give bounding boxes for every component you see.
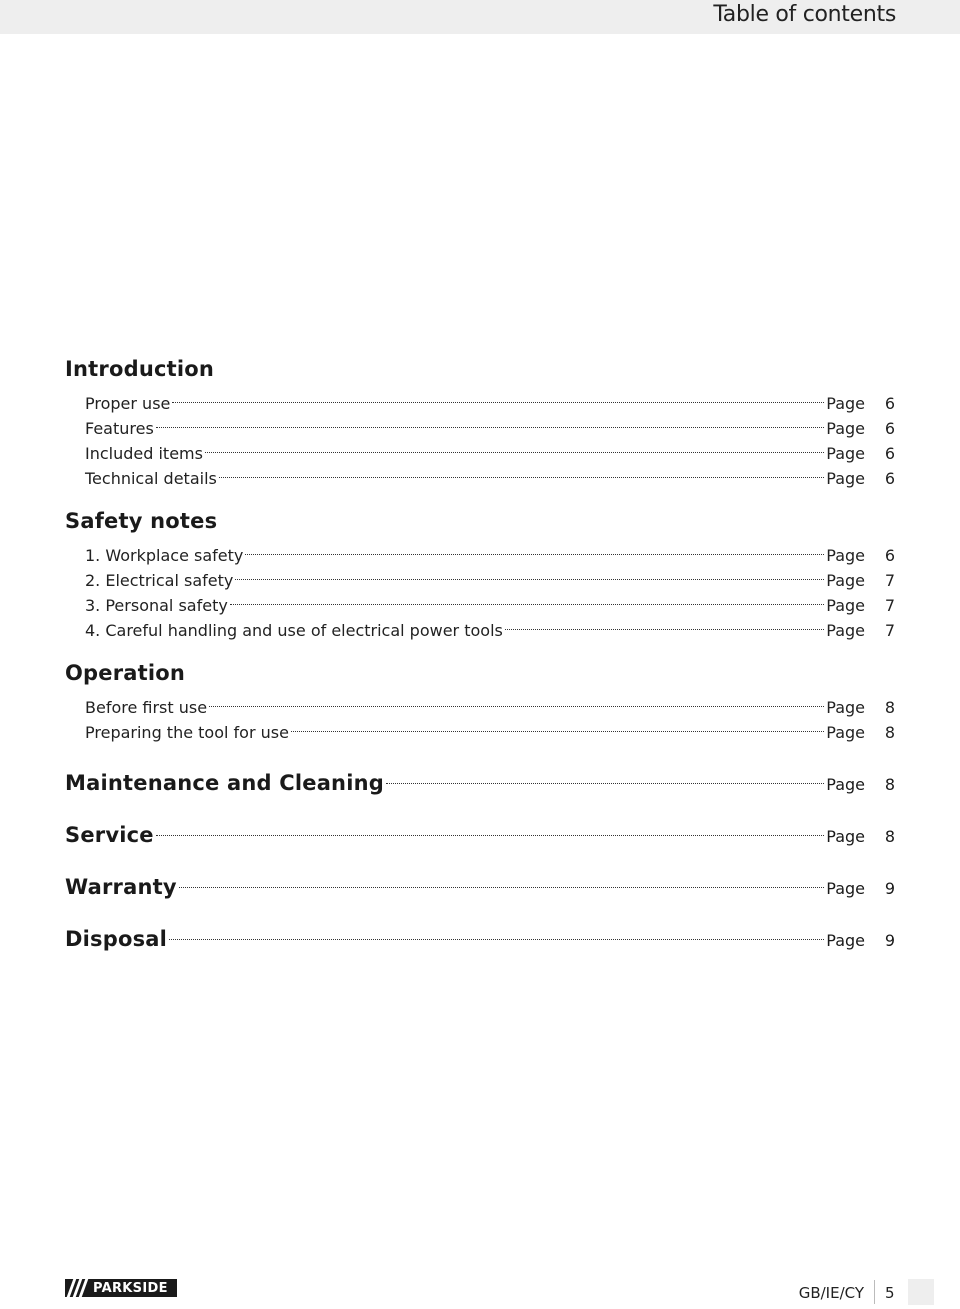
toc-entry-label: Proper use — [85, 394, 171, 413]
dot-leader — [505, 611, 824, 636]
toc-entry-page: 6 — [884, 394, 895, 413]
toc-entry-label: Before first use — [85, 698, 208, 717]
dot-leader — [230, 586, 824, 611]
toc-section-introduction — [65, 354, 895, 488]
toc-section-operation — [65, 658, 895, 742]
toc-entry[interactable] — [65, 536, 895, 565]
page-word: Page — [826, 596, 865, 615]
toc-heading-disposal[interactable] — [65, 916, 895, 951]
toc-entry-page: 7 — [884, 621, 895, 640]
page-word: Page — [826, 394, 865, 413]
region-code: GB/IE/CY — [798, 1284, 864, 1302]
toc-entry-page: 8 — [884, 827, 895, 846]
toc-entry-label: 2. Electrical safety — [85, 571, 234, 590]
dot-leader — [156, 812, 825, 842]
toc-section-title: Service — [65, 823, 154, 847]
toc-entry-label: 3. Personal safety — [85, 596, 228, 615]
page-word: Page — [826, 698, 865, 717]
toc-heading-warranty[interactable] — [65, 864, 895, 899]
toc-entry-page: 6 — [884, 469, 895, 488]
toc-entry[interactable] — [65, 409, 895, 438]
toc-entry[interactable] — [65, 688, 895, 717]
toc-section-title: Warranty — [65, 875, 177, 899]
page-word: Page — [826, 827, 865, 846]
dot-leader — [245, 536, 824, 561]
logo-slashes-icon — [65, 1279, 91, 1297]
toc-entry-page: 8 — [884, 698, 895, 717]
toc-section-title: Introduction — [65, 357, 215, 381]
dot-leader — [205, 434, 824, 459]
page-word: Page — [826, 444, 865, 463]
toc-entry-page: 7 — [884, 571, 895, 590]
header-bar — [0, 0, 960, 34]
footer-divider — [874, 1280, 875, 1304]
page-word: Page — [826, 546, 865, 565]
dot-leader — [291, 713, 824, 738]
toc-entry-label: 4. Careful handling and use of electrical power tools — [85, 621, 503, 640]
toc-entry-page: 6 — [884, 419, 895, 438]
brand-logo — [65, 1279, 177, 1297]
toc-entry[interactable] — [65, 434, 895, 463]
brand-name: PARKSIDE — [93, 1280, 168, 1296]
dot-leader — [386, 760, 824, 790]
page-word: Page — [826, 879, 865, 898]
page-word: Page — [826, 775, 865, 794]
toc-entry-page: 6 — [884, 546, 895, 565]
footer-marker — [908, 1279, 934, 1305]
toc-entry-page: 6 — [884, 444, 895, 463]
dot-leader — [169, 916, 824, 946]
toc-section-title: Disposal — [65, 927, 168, 951]
toc-entry-label: Technical details — [85, 469, 217, 488]
dot-leader — [156, 409, 824, 434]
toc-entry-label: 1. Workplace safety — [85, 546, 244, 565]
toc-entry-page: 8 — [884, 775, 895, 794]
toc-entry-label: Preparing the tool for use — [85, 723, 289, 742]
toc-entry-page: 8 — [884, 723, 895, 742]
page-word: Page — [826, 419, 865, 438]
dot-leader — [235, 561, 824, 586]
toc-section-title: Operation — [65, 661, 186, 685]
page-word: Page — [826, 469, 865, 488]
toc-section-safety — [65, 506, 895, 640]
toc-entry-page: 7 — [884, 596, 895, 615]
table-of-contents — [65, 354, 895, 951]
toc-section-title: Maintenance and Cleaning — [65, 771, 384, 795]
toc-entry-label: Features — [85, 419, 154, 438]
dot-leader — [219, 459, 824, 484]
page-word: Page — [826, 621, 865, 640]
toc-heading-service[interactable] — [65, 812, 895, 847]
page-word: Page — [826, 723, 865, 742]
page-word: Page — [826, 931, 865, 950]
toc-entry-page: 9 — [884, 879, 895, 898]
dot-leader — [179, 864, 825, 894]
dot-leader — [209, 688, 824, 713]
toc-heading-maintenance[interactable] — [65, 760, 895, 795]
dot-leader — [172, 384, 824, 409]
page-number: 5 — [885, 1284, 895, 1302]
page-word: Page — [826, 571, 865, 590]
spacer — [65, 894, 895, 916]
toc-entry-label: Included items — [85, 444, 203, 463]
page-title: Table of contents — [713, 2, 896, 27]
toc-entry-page: 9 — [884, 931, 895, 950]
toc-section-title: Safety notes — [65, 509, 218, 533]
spacer — [65, 842, 895, 864]
toc-entry[interactable] — [65, 384, 895, 413]
